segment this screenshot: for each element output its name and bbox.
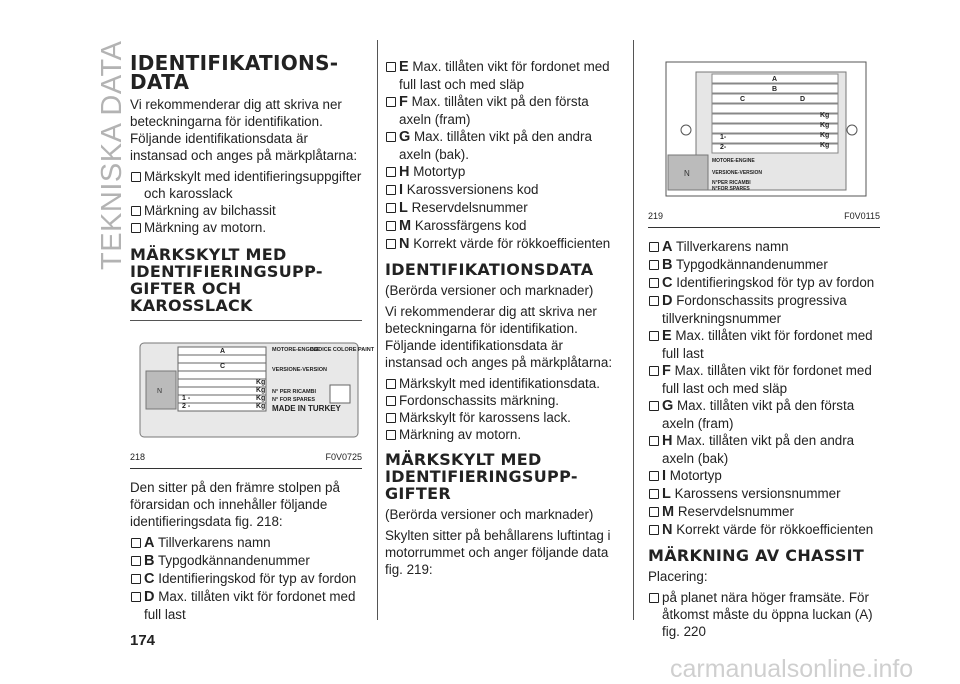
key-letter: I [399, 182, 404, 198]
column-divider [377, 40, 378, 620]
key-text: Max. tillåten vikt för fordonet med full last och med släp [662, 363, 872, 396]
svg-text:2 -: 2 - [182, 403, 191, 410]
figure-219 [648, 60, 880, 204]
figure-code: F0V0725 [325, 452, 362, 462]
svg-text:1 -: 1 - [182, 395, 191, 402]
key-item [385, 199, 617, 217]
key-item [648, 521, 880, 539]
key-letter: B [662, 257, 673, 273]
key-text: Korrekt värde för rökkoefficienten [413, 236, 611, 251]
bullet-item: Märkning av motorn. [130, 219, 362, 236]
svg-text:Kg: Kg [820, 142, 830, 149]
key-letter: C [662, 275, 673, 291]
plate-illustration [648, 60, 880, 200]
key-letter: N [662, 522, 673, 538]
watermark: carmanualsonline.info [670, 655, 914, 683]
key-letter: H [399, 164, 410, 180]
key-text: Max. tillåten vikt för fordonet med full last [662, 328, 873, 361]
plate-text: MOTORE-ENGINE [272, 347, 319, 353]
bullet-list [130, 168, 362, 236]
key-letter: D [144, 589, 155, 605]
subtext: (Berörda versioner och marknader) [385, 283, 594, 298]
key-item [648, 485, 880, 503]
key-item [385, 58, 617, 93]
svg-text:C: C [740, 96, 746, 103]
svg-text:Kg: Kg [256, 395, 266, 402]
key-text: Tillverkarens namn [675, 239, 789, 254]
key-letter: L [662, 486, 671, 502]
svg-text:2-: 2- [720, 144, 727, 151]
plate-text: VERSIONE-VERSION [272, 367, 328, 373]
column-2 [385, 58, 617, 582]
plate-text: MADE IN TURKEY [272, 404, 341, 413]
body-text: Den sitter på den främre stolpen på förarsidan och innehåller följande identifieringsdata fig. 218: [130, 480, 340, 529]
key-letter: D [662, 293, 673, 309]
figure-code: F0V0115 [844, 211, 880, 221]
side-tab-label: TEKNISKA DATA [96, 40, 128, 270]
key-letter: F [399, 94, 408, 110]
plate-text: N°FOR SPARES [712, 186, 750, 192]
key-text: Reservdelsnummer [411, 200, 528, 215]
svg-text:D: D [800, 96, 806, 103]
key-letter: G [399, 129, 411, 145]
svg-text:A: A [772, 76, 778, 83]
bullet-item: Märkskylt med identifieringsuppgifter och karosslack [130, 168, 362, 202]
key-letter: N [399, 236, 410, 252]
key-item [648, 274, 880, 292]
key-letter: H [662, 433, 673, 449]
plate-text: N° PER RICAMBI [272, 389, 317, 395]
bullet-item: Märkskylt med identifikationsdata. [385, 375, 617, 392]
section-heading: IDENTIFIKATIONSDATA [385, 260, 594, 279]
key-list [385, 58, 617, 253]
column-3 [648, 60, 880, 640]
key-text: Max. tillåten vikt för fordonet med full last och med släp [399, 59, 610, 92]
key-text: Typgodkännandenummer [675, 257, 828, 272]
divider [130, 320, 362, 321]
key-letter: E [399, 59, 409, 75]
key-item [648, 256, 880, 274]
section-heading: MÄRKNING AV CHASSIT [648, 546, 865, 565]
bullet-item: Märkskylt för karossens lack. [385, 409, 617, 426]
section-heading: IDENTIFIKATIONS-DATA [130, 51, 339, 94]
subtext: (Berörda versioner och marknader) [385, 507, 594, 522]
svg-text:B: B [772, 86, 778, 93]
key-text: Karossversionens kod [406, 182, 539, 197]
key-letter: I [662, 468, 667, 484]
key-item [385, 181, 617, 199]
key-item [648, 327, 880, 362]
plate-text: N° FOR SPARES [272, 397, 316, 403]
key-text: Fordonschassits progressiva tillverkningsnummer [662, 293, 847, 326]
key-item [385, 128, 617, 163]
key-item [130, 570, 362, 588]
key-text: Max. tillåten vikt på den andra axeln (bak) [662, 433, 855, 466]
bullet-item: Fordonschassits märkning. [385, 392, 617, 409]
key-item [385, 217, 617, 235]
key-text: Identifieringskod för typ av fordon [676, 275, 875, 290]
key-text: Max. tillåten vikt på den första axeln (fram) [399, 94, 589, 127]
key-text: Identifieringskod för typ av fordon [158, 571, 357, 586]
key-text: Motortyp [669, 468, 722, 483]
key-text: Max. tillåten vikt på den första axeln (fram) [662, 398, 855, 431]
key-letter: F [662, 363, 671, 379]
bullet-item: på planet nära höger framsäte. För åtkomst måste du öppna luckan (A) fig. 220 [648, 589, 880, 640]
key-item [130, 534, 362, 552]
key-item [648, 397, 880, 432]
key-letter: A [662, 239, 673, 255]
key-letter: E [662, 328, 672, 344]
plate-text: VERSIONE-VERSION [712, 170, 763, 176]
key-item [648, 503, 880, 521]
key-text: Karossens versionsnummer [674, 486, 841, 501]
key-text: Motortyp [413, 164, 466, 179]
bullet-item: Märkning av motorn. [385, 426, 617, 443]
key-letter: B [144, 553, 155, 569]
key-letter: C [144, 571, 155, 587]
figure-218 [130, 341, 375, 445]
key-text: Max. tillåten vikt för fordonet med full last [144, 589, 356, 622]
key-list [648, 238, 880, 539]
bullet-list [648, 589, 880, 640]
bullet-item: Märkning av bilchassit [130, 202, 362, 219]
svg-text:Kg: Kg [256, 387, 266, 394]
column-divider [633, 40, 634, 620]
figure-caption [648, 208, 880, 228]
key-item [648, 432, 880, 467]
key-item [648, 467, 880, 485]
key-item [648, 362, 880, 397]
key-letter: M [399, 218, 412, 234]
key-item [130, 588, 362, 623]
key-text: Reservdelsnummer [677, 504, 794, 519]
page-number: 174 [130, 632, 156, 649]
section-heading: MÄRKSKYLT MED IDENTIFIERINGSUPP-GIFTER [385, 450, 578, 503]
key-letter: L [399, 200, 408, 216]
figure-caption [130, 449, 362, 469]
key-list [130, 534, 362, 623]
svg-text:1-: 1- [720, 134, 727, 141]
plate-illustration [130, 341, 375, 441]
plate-text: N°PER RICAMBI [712, 180, 751, 186]
key-item [385, 235, 617, 253]
key-text: Max. tillåten vikt på den andra axeln (bak). [399, 129, 592, 162]
svg-text:Kg: Kg [256, 379, 266, 386]
svg-text:Kg: Kg [256, 403, 266, 410]
figure-number: 219 [648, 211, 664, 221]
key-item [385, 93, 617, 128]
key-item [648, 238, 880, 256]
bullet-list [385, 375, 617, 443]
key-text: Korrekt värde för rökkoefficienten [676, 522, 874, 537]
svg-text:Kg: Kg [820, 132, 830, 139]
body-text: Skylten sitter på behållarens luftintag i motorrummet och anger följande data fig. 219: [385, 528, 611, 577]
subtext: Placering: [648, 569, 708, 584]
key-item [648, 292, 880, 327]
key-letter: G [662, 398, 674, 414]
side-tab [62, 40, 128, 270]
key-item [385, 163, 617, 181]
key-letter: M [662, 504, 675, 520]
intro-text: Vi rekommenderar dig att skriva ner beteckningarna för identifikation. Följande identifikationsdata är instansad och anges på märkplåtarna: [130, 97, 358, 163]
svg-text:A: A [220, 348, 226, 355]
key-text: Typgodkännandenummer [157, 553, 310, 568]
key-text: Karossfärgens kod [414, 218, 527, 233]
svg-text:Kg: Kg [820, 112, 830, 119]
figure-number: 218 [130, 452, 146, 462]
svg-text:Kg: Kg [820, 122, 830, 129]
svg-text:N: N [157, 388, 163, 395]
plate-text: CODICE COLORE PAINT [310, 347, 375, 353]
key-letter: A [144, 535, 155, 551]
column-1 [130, 48, 375, 623]
key-text: Tillverkarens namn [157, 535, 271, 550]
svg-text:N: N [684, 169, 690, 178]
svg-text:C: C [220, 363, 226, 370]
plate-text: MOTORE-ENGINE [712, 158, 755, 164]
intro-text: Vi rekommenderar dig att skriva ner beteckningarna för identifikation. Följande identifikationsdata är instansad och anges på märkplåtarna: [385, 304, 613, 370]
section-heading: MÄRKSKYLT MED IDENTIFIERINGSUPP-GIFTER OCH KAROSSLACK [130, 245, 323, 315]
key-item [130, 552, 362, 570]
